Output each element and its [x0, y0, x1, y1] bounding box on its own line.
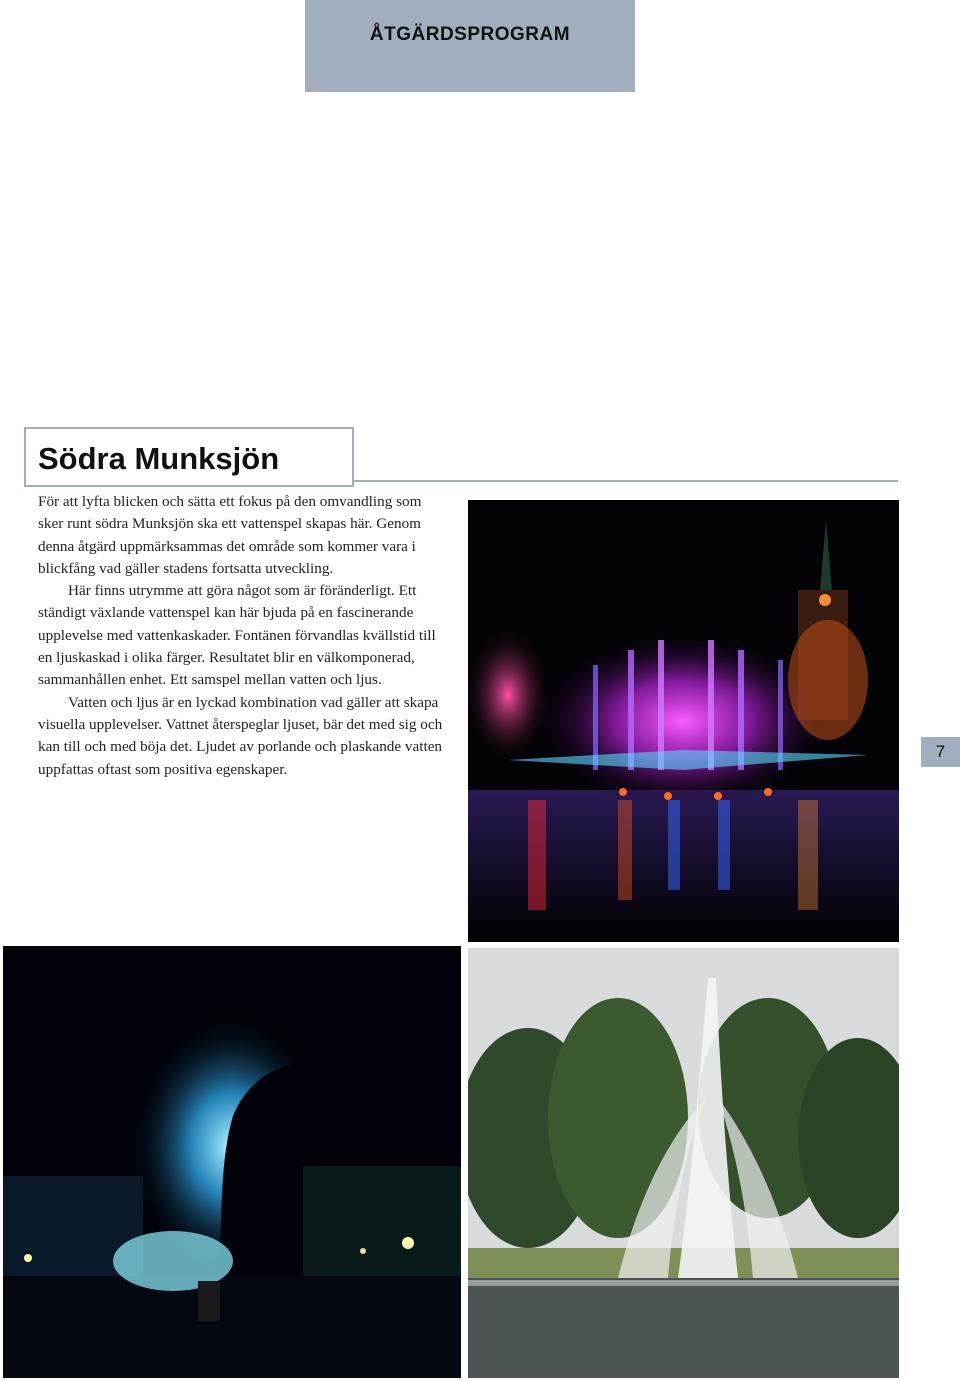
daytime-fountain-photo [468, 948, 899, 1378]
page-number-badge [921, 737, 960, 767]
page-number: 7 [935, 742, 946, 761]
page-title: Södra Munksjön [38, 441, 280, 476]
title-divider [354, 480, 898, 482]
section-label: ÅTGÄRDSPROGRAM [369, 24, 571, 45]
article-body [38, 491, 448, 781]
section-header-tab [305, 0, 635, 92]
paragraph: För att lyfta blicken och sätta ett fokus på den omvandling som sker runt södra Munksjön ska ett vattenspel skapas här. Genom denna åtgärd uppmärksammas det område som kommer vara i blickfång vad gäller stadens fortsatta utveckling. [38, 493, 422, 577]
blue-fountain-night-photo [3, 946, 461, 1378]
paragraph: Här finns utrymme att göra något som är föränderligt. Ett ständigt växlande vattenspel kan här bjuda på en fascinerande upplevelse med vattenkaskader. Fontänen förvandlas kvällstid till en ljuskaskad i olika färger. Resultatet blir en välkomponerad, sammanhållen enhet. Ett samspel mellan vatten och ljus. [38, 582, 436, 689]
paragraph: Vatten och ljus är en lyckad kombination vad gäller att skapa visuella upplevelser. Vattnet återspeglar ljuset, bär det med sig och kan till och med böja det. Ljudet av porlande och plaskande vatten uppfattas oftast som positiva egenskaper. [38, 693, 443, 778]
title-box [24, 427, 354, 487]
fountain-light-show-photo [468, 500, 899, 942]
